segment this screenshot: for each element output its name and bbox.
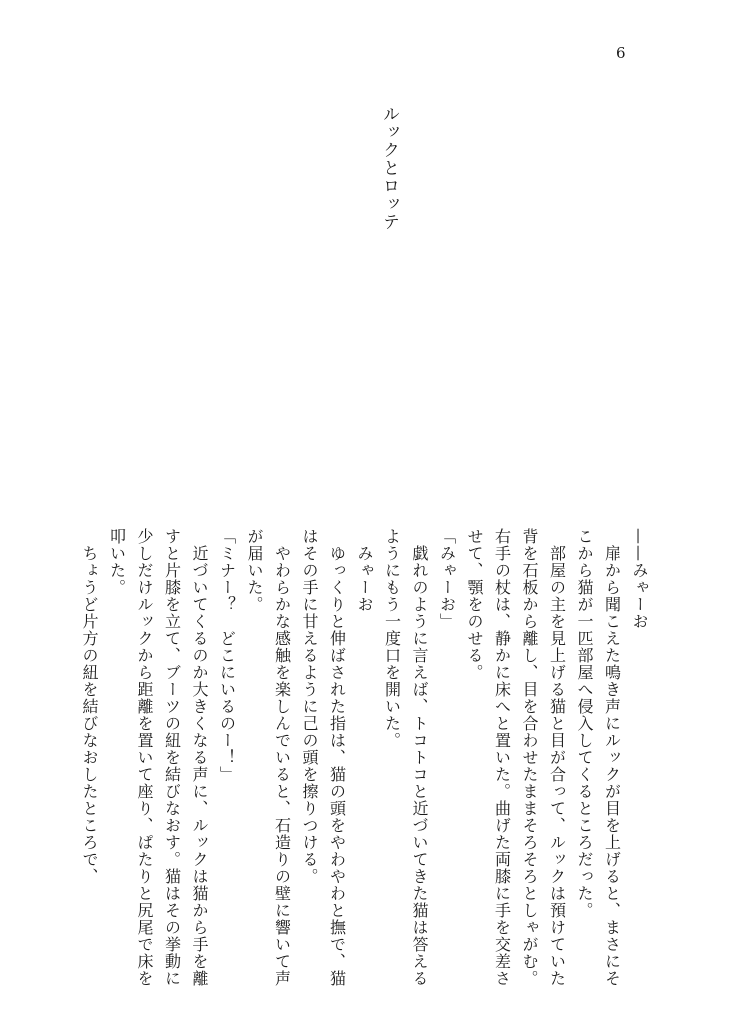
paragraph: 戯れのように言えば、トコトコと近づいてきた猫は答えるようにもう一度口を開いた。	[382, 528, 429, 987]
paragraph: ——みゃーお	[630, 528, 649, 630]
paragraph: ちょうど片方の紐を結びなおしたところで、	[80, 528, 99, 885]
paragraph: 部屋の主を見上げる猫と目が合って、ルックは預けていた背を石板から離し、目を合わせたままそろそろとしゃがむ。右手の杖は、静かに床へと置いた。曲げた両膝に手を交差させて、顎をのせる。	[465, 528, 567, 987]
paragraph: 扉から聞こえた鳴き声にルックが目を上げると、まさにそこから猫が一匹部屋へ侵入してくるところだった。	[575, 528, 622, 987]
paragraph: 「みゃーお」	[437, 528, 457, 630]
body-text	[80, 528, 653, 998]
page-number: 6	[616, 44, 626, 62]
paragraph: 近づいてくるのか大きくなる声に、ルックは猫から手を離すと片膝を立て、ブーツの紐を結びなおす。猫はその挙動に少しだけルックから距離を置いて座り、ぱたりと尻尾で床を叩いた。	[107, 528, 209, 987]
paragraph: 「ミナー？ どこにいるのー！」	[217, 528, 237, 783]
paragraph: みゃーお	[355, 528, 374, 613]
chapter-title: ルックとロッテ	[379, 105, 399, 231]
paragraph: ゆっくりと伸ばされた指は、猫の頭をやわやわと撫で、猫はその手に甘えるように己の頭を擦りつける。	[300, 528, 347, 987]
paragraph: やわらかな感触を楽しんでいると、石造りの壁に響いて声が届いた。	[245, 528, 292, 987]
